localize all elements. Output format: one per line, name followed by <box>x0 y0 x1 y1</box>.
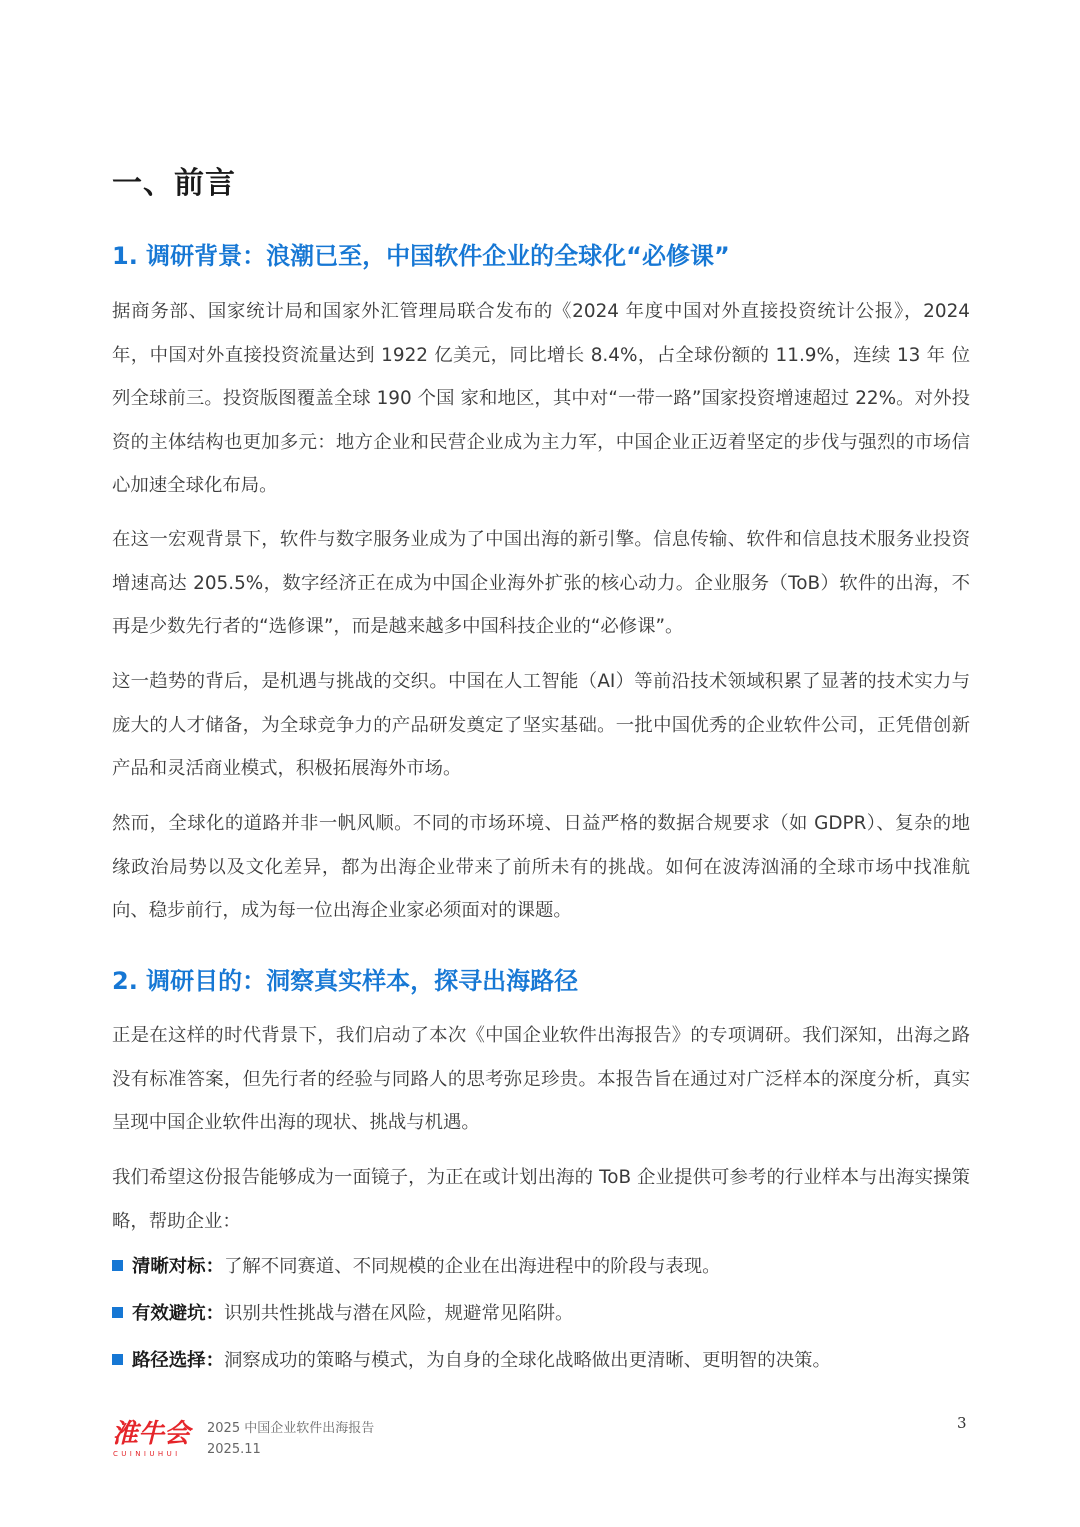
bullet-text: 洞察成功的策略与模式，为自身的全球化战略做出更清晰、更明智的决策。 <box>223 1350 831 1371</box>
cuiniuhui-logo <box>112 1412 196 1460</box>
bullet-text: 识别共性挑战与潜在风险，规避常见陷阱。 <box>223 1303 574 1324</box>
bullet-term: 清晰对标： <box>132 1256 224 1277</box>
page-number: 3 <box>957 1414 967 1432</box>
bullet-item <box>112 1252 972 1282</box>
square-bullet-icon <box>112 1307 123 1318</box>
sub1-paragraph-3: 这一趋势的背后，是机遇与挑战的交织。中国在人工智能（AI）等前沿技术领域积累了显著的技术实力与庞大的人才储备，为全球竞争力的产品研发奠定了坚实基础。一批中国优秀的企业软件公司，正凭借创新产品和灵活商业模式，积极拓展海外市场。 <box>112 671 970 779</box>
sub2-paragraph-1: 正是在这样的时代背景下，我们启动了本次《中国企业软件出海报告》的专项调研。我们深知，出海之路没有标准答案，但先行者的经验与同路人的思考弥足珍贵。本报告旨在通过对广泛样本的深度分析，真实呈现中国企业软件出海的现状、挑战与机遇。 <box>112 1025 970 1133</box>
sub1-paragraph-1: 据商务部、国家统计局和国家外汇管理局联合发布的《2024 年度中国对外直接投资统计公报》，2024 年，中国对外直接投资流量达到 1922 亿美元，同比增长 8.4%，占全球份额的 11.9%，连续 13 年 位列全球前三。投资版图覆盖全球 190 个国 家和地区，其中对“一带一路”国家投资增速超过 22%。对外投资的主体结构也更加多元：地方企业和民营企业成为主力军，中国企业正迈着坚定的步伐与强烈的市场信心加速全球化布局。 <box>112 301 970 496</box>
square-bullet-icon <box>112 1354 123 1365</box>
square-bullet-icon <box>112 1260 123 1271</box>
subsection-2-heading: 2. 调研目的：洞察真实样本，探寻出海路径 <box>112 967 579 995</box>
footer-date: 2025.11 <box>207 1442 261 1457</box>
bullet-item <box>112 1299 972 1329</box>
sub1-paragraph-2: 在这一宏观背景下，软件与数字服务业成为了中国出海的新引擎。信息传输、软件和信息技术服务业投资增速高达 205.5%，数字经济正在成为中国企业海外扩张的核心动力。企业服务（ToB）软件的出海，不再是少数先行者的“选修课”，而是越来越多中国科技企业的“必修课”。 <box>112 529 970 637</box>
footer-report-title: 2025 中国企业软件出海报告 <box>207 1421 375 1436</box>
subsection-1-heading: 1. 调研背景：浪潮已至，中国软件企业的全球化“必修课” <box>112 242 730 270</box>
logo-wordmark: 淮牛会 <box>112 1419 191 1449</box>
sub1-paragraph-4: 然而，全球化的道路并非一帆风顺。不同的市场环境、日益严格的数据合规要求（如 GDPR）、复杂的地缘政治局势以及文化差异，都为出海企业带来了前所未有的挑战。如何在波涛汹涌的全球市场中找准航向、稳步前行，成为每一位出海企业家必须面对的课题。 <box>112 813 970 921</box>
sub2-paragraph-2: 我们希望这份报告能够成为一面镜子，为正在或计划出海的 ToB 企业提供可参考的行业样本与出海实操策略，帮助企业： <box>112 1167 970 1232</box>
bullet-term: 路径选择： <box>132 1350 224 1371</box>
bullet-text: 了解不同赛道、不同规模的企业在出海进程中的阶段与表现。 <box>223 1256 721 1277</box>
bullet-item <box>112 1346 972 1376</box>
section-heading: 一、前言 <box>112 166 236 201</box>
bullet-term: 有效避坑： <box>132 1303 224 1324</box>
logo-subtext: CUINIUHUI <box>113 1450 181 1458</box>
